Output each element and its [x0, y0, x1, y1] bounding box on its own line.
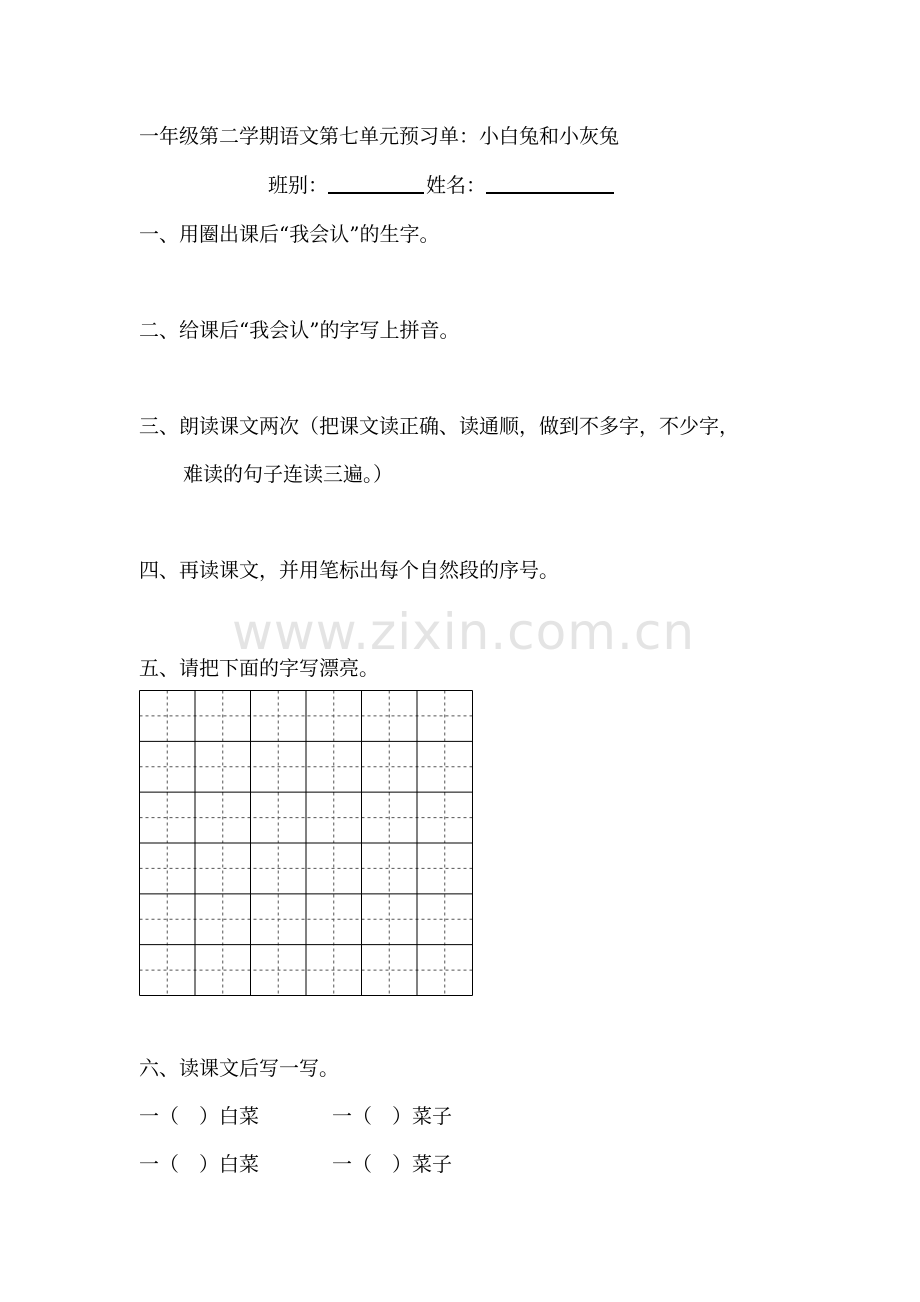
question-2: 二、给课后“我会认”的字写上拼音。 — [139, 318, 460, 342]
question-3-line-2: 难读的句子连读三遍。） — [183, 462, 393, 486]
name-blank[interactable] — [486, 172, 614, 194]
name-label: 姓名： — [426, 173, 486, 197]
fill-item-1-right[interactable]: 一（ ）菜子 — [332, 1104, 452, 1128]
fill-item-2-right[interactable]: 一（ ）菜子 — [332, 1152, 452, 1176]
class-blank[interactable] — [328, 172, 424, 194]
question-1: 一、用圈出课后“我会认”的生字。 — [139, 222, 440, 246]
question-4: 四、再读课文，并用笔标出每个自然段的序号。 — [139, 558, 559, 582]
student-info-line — [268, 172, 614, 197]
question-3-line-1: 三、朗读课文两次（把课文读正确、读通顺，做到不多字，不少字， — [139, 414, 739, 438]
class-label: 班别： — [268, 173, 328, 197]
writing-grid-lines — [139, 690, 475, 997]
page-title: 一年级第二学期语文第七单元预习单：小白兔和小灰兔 — [139, 124, 619, 148]
watermark: www.zixin.com.cn — [232, 603, 696, 661]
fill-item-2-left[interactable]: 一（ ）白菜 — [139, 1152, 259, 1176]
writing-grid[interactable] — [139, 690, 475, 1001]
question-5: 五、请把下面的字写漂亮。 — [139, 656, 379, 680]
question-6: 六、读课文后写一写。 — [139, 1056, 339, 1080]
fill-item-1-left[interactable]: 一（ ）白菜 — [139, 1104, 259, 1128]
